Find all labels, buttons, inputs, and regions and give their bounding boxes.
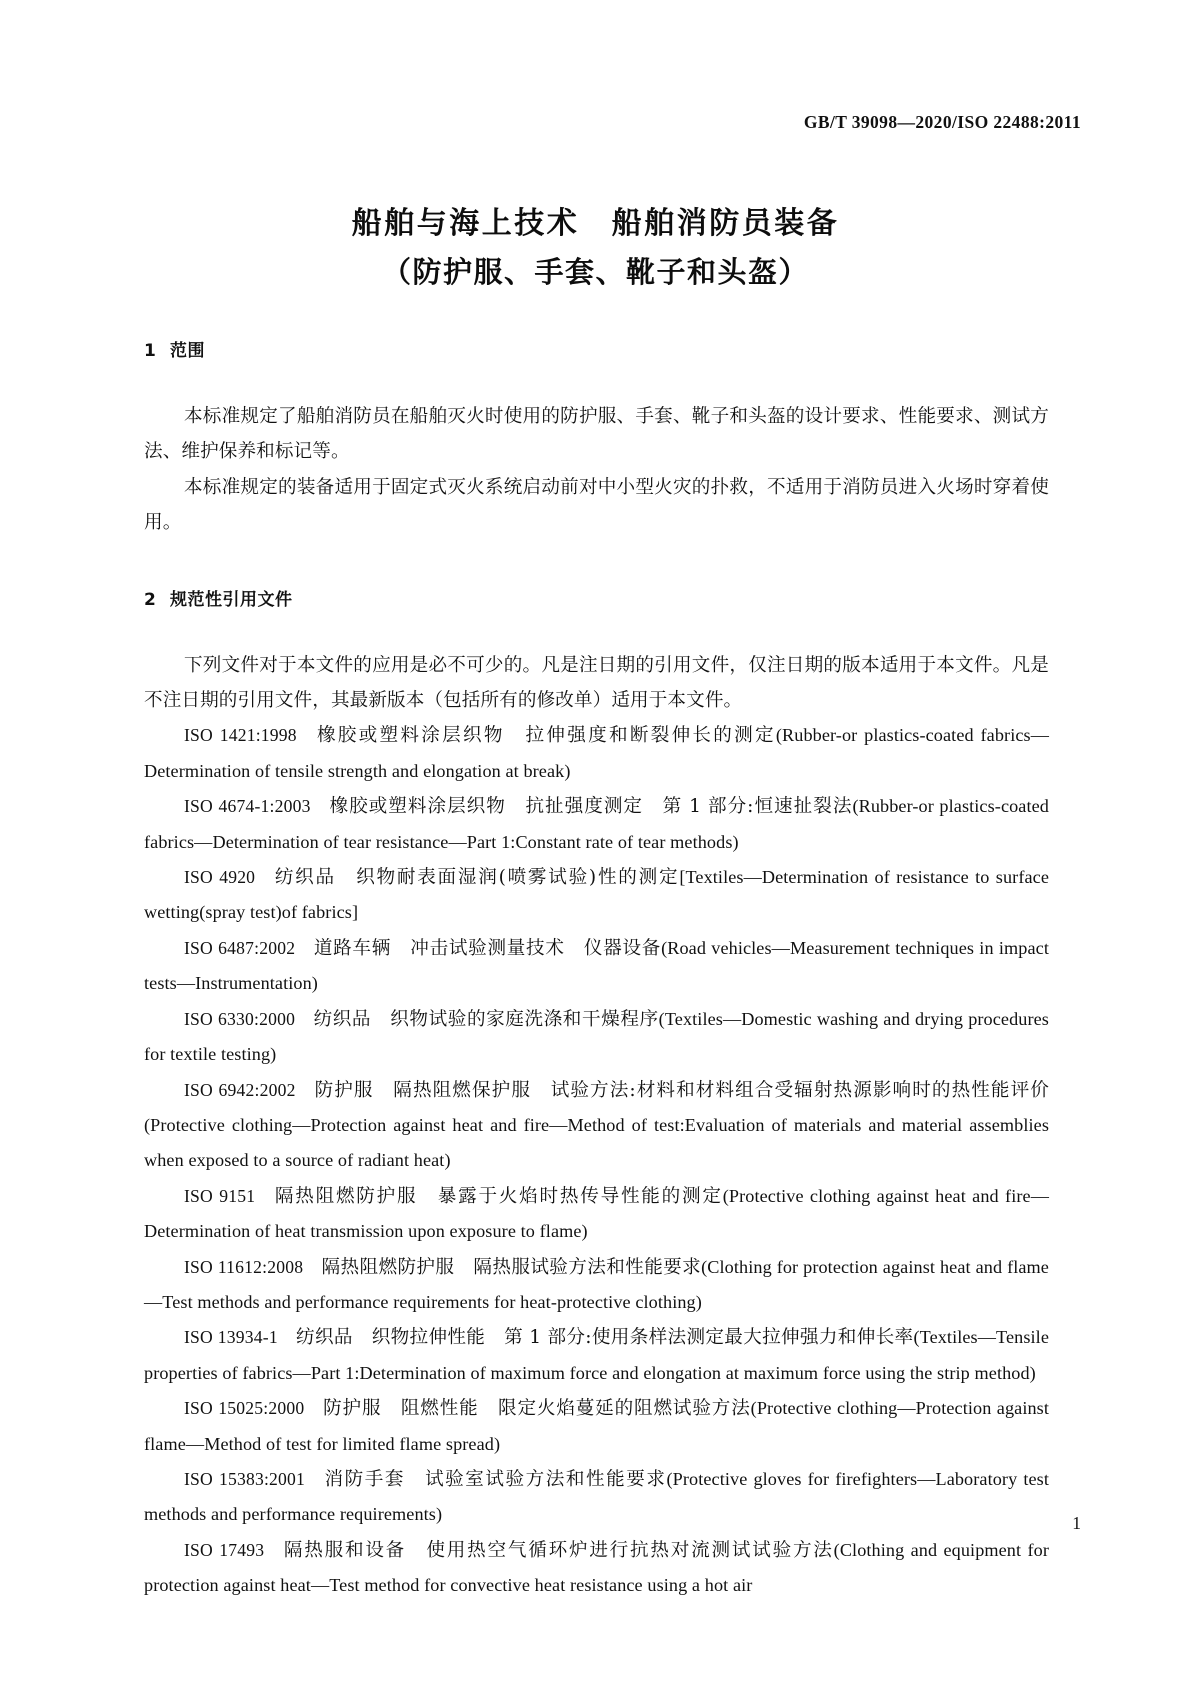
reference-designation: ISO 6487:2002 (184, 937, 296, 958)
reference-designation: ISO 15383:2001 (184, 1468, 306, 1489)
reference-title-zh: 纺织品 织物耐表面湿润(喷雾试验)性的测定 (273, 867, 680, 889)
reference-title-en: (Road vehicles—Measurement techniques in impact tests—Instrumentation) (144, 937, 1049, 994)
clause-number-2: 2 (144, 589, 157, 610)
reference-title-zh: 隔热阻燃防护服 暴露于火焰时热传导性能的测定 (273, 1185, 723, 1207)
reference-title-zh: 纺织品 织物拉伸性能 第 1 部分:使用条样法测定最大拉伸强力和伸长率 (295, 1327, 914, 1349)
normative-reference-entry (144, 1320, 1049, 1391)
reference-designation: ISO 6330:2000 (184, 1008, 296, 1029)
clause-1-paragraph-1: 本标准规定了船舶消防员在船舶灭火时使用的防护服、手套、靴子和头盔的设计要求、性能要求、测试方法、维护保养和标记等。 (144, 406, 1049, 463)
document-body (144, 336, 1049, 1604)
running-header: GB/T 39098—2020/ISO 22488:2011 (803, 112, 1081, 132)
reference-designation: ISO 11612:2008 (184, 1256, 304, 1277)
spacer (144, 541, 1049, 585)
reference-title-zh: 道路车辆 冲击试验测量技术 仪器设备 (313, 937, 662, 959)
spacer (144, 361, 1049, 399)
clause-heading-1 (144, 336, 1049, 361)
normative-reference-entry (144, 718, 1049, 789)
clause-1-paragraph-2: 本标准规定的装备适用于固定式灭火系统启动前对中小型火灾的扑救，不适用于消防员进入火场时穿着使用。 (144, 476, 1049, 534)
reference-title-en: (Textiles—Tensile properties of fabrics—Part 1:Determination of maximum force and elongation at maximum force using the strip method) (144, 1327, 1049, 1383)
reference-title-zh: 消防手套 试验室试验方法和性能要求 (323, 1468, 667, 1490)
clause-title-1: 范围 (170, 341, 205, 361)
normative-reference-entry (144, 1073, 1049, 1179)
reference-title-en: [Textiles—Determination of resistance to surface wetting(spray test)of fabrics] (144, 867, 1049, 923)
normative-reference-entry (144, 1002, 1049, 1073)
reference-title-zh: 橡胶或塑料涂层织物 拉伸强度和断裂伸长的测定 (314, 725, 776, 747)
reference-title-zh: 橡胶或塑料涂层织物 抗扯强度测定 第 1 部分:恒速扯裂法 (328, 796, 853, 818)
reference-title-en: (Protective clothing—Protection against heat and fire—Method of test:Evaluation of materials and material assemblies when exposed to a source of radiant heat) (144, 1114, 1049, 1171)
normative-reference-entry (144, 1179, 1049, 1250)
normative-reference-entry (144, 1462, 1049, 1533)
reference-title-zh: 隔热服和设备 使用热空气循环炉进行抗热对流测试试验方法 (282, 1539, 834, 1561)
reference-title-en: (Clothing for protection against heat and flame—Test methods and performance requirements for heat-protective clothing) (144, 1256, 1049, 1312)
document-title-main: 船舶与海上技术 船舶消防员装备 (351, 206, 840, 241)
reference-title-en: (Rubber-or plastics-coated fabrics—Determination of tensile strength and elongation at break) (144, 725, 1049, 781)
normative-reference-entry (144, 860, 1049, 931)
reference-title-en: (Protective gloves for firefighters—Laboratory test methods and performance requirements) (144, 1468, 1050, 1525)
reference-title-en: (Textiles—Domestic washing and drying procedures for textile testing) (144, 1008, 1049, 1065)
clause-number-1: 1 (144, 341, 157, 361)
spacer (144, 610, 1049, 648)
normative-reference-entry (144, 931, 1049, 1002)
reference-designation: ISO 15025:2000 (184, 1398, 305, 1419)
normative-reference-entry (144, 1250, 1049, 1321)
normative-reference-entry (144, 1533, 1049, 1604)
reference-designation: ISO 9151 (184, 1185, 256, 1206)
clause-heading-2 (144, 585, 1049, 610)
reference-designation: ISO 4674-1:2003 (184, 796, 311, 817)
clause-title-2: 规范性引用文件 (170, 589, 293, 610)
reference-title-en: (Clothing and equipment for protection against heat—Test method for convective heat resistance using a hot air (144, 1539, 1049, 1596)
reference-designation: ISO 6942:2002 (184, 1079, 296, 1100)
reference-title-zh: 纺织品 织物试验的家庭洗涤和干燥程序 (313, 1008, 659, 1030)
reference-designation: ISO 1421:1998 (184, 725, 297, 746)
reference-title-en: (Rubber-or plastics-coated fabrics—Determination of tear resistance—Part 1:Constant rate of tear methods) (144, 796, 1049, 852)
clause-2-paragraph-1: 下列文件对于本文件的应用是必不可少的。凡是注日期的引用文件，仅注日期的版本适用于本文件。凡是不注日期的引用文件，其最新版本（包括所有的修改单）适用于本文件。 (144, 654, 1049, 712)
normative-reference-entry (144, 1391, 1049, 1462)
reference-designation: ISO 17493 (184, 1539, 265, 1560)
reference-title-en: (Protective clothing against heat and fire—Determination of heat transmission upon exposure to flame) (144, 1185, 1049, 1242)
document-title-sub: （防护服、手套、靴子和头盔） (381, 255, 809, 289)
reference-title-zh: 隔热阻燃防护服 隔热服试验方法和性能要求 (321, 1256, 702, 1278)
reference-title-en: (Protective clothing—Protection against flame—Method of test for limited flame spread) (144, 1398, 1050, 1454)
reference-title-zh: 防护服 阻燃性能 限定火焰蔓延的阻燃试验方法 (322, 1398, 751, 1420)
reference-designation: ISO 4920 (184, 867, 256, 888)
page-number: 1 (1072, 1513, 1081, 1533)
document-title-block (0, 200, 1191, 296)
normative-reference-entry (144, 789, 1049, 860)
reference-designation: ISO 13934-1 (184, 1327, 278, 1348)
reference-title-zh: 防护服 隔热阻燃保护服 试验方法:材料和材料组合受辐射热源影响时的热性能评价 (313, 1079, 1049, 1101)
